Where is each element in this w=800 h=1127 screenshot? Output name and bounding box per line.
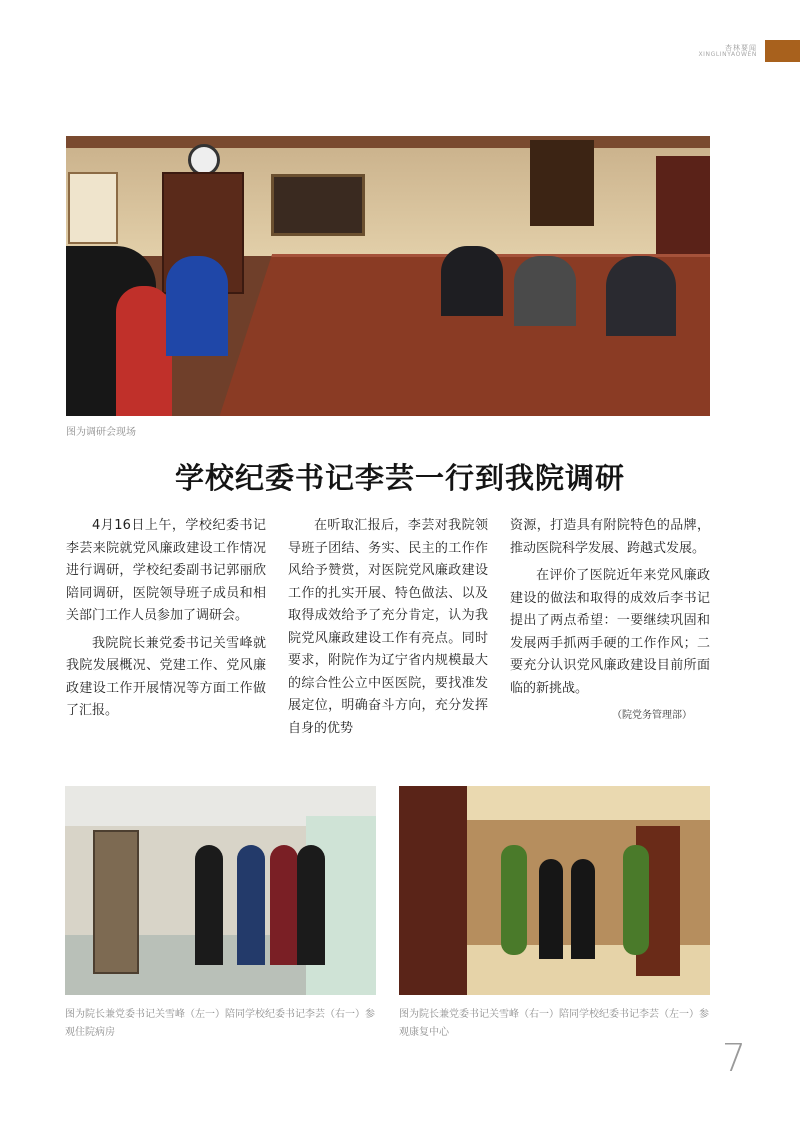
section-title-en: XINGLINYAOWEN: [698, 50, 757, 58]
rehab-visit-caption: 图为院长兼党委书记关雪峰（右一）陪同学校纪委书记李芸（左一）参观康复中心: [399, 1009, 709, 1038]
article-title: 学校纪委书记李芸一行到我院调研: [174, 461, 625, 495]
paragraph: 4月16日上午，学校纪委书记李芸来院就党风廉政建设工作情况进行调研，学校纪委副书记郭丽欣陪同调研，医院领导班子成员和相关部门工作人员参加了调研会。: [66, 518, 266, 623]
rehab-visit-photo: [399, 786, 710, 995]
running-header: [698, 38, 800, 64]
article-column-1: [66, 515, 266, 728]
paragraph: 我院院长兼党委书记关雪峰就我院发展概况、党建工作、党风廉政建设工作开展情况等方面工作做了汇报。: [66, 635, 266, 718]
article-column-3: [510, 515, 710, 728]
section-color-bar: [765, 40, 800, 62]
paragraph: 在评价了医院近年来党风廉政建设的做法和取得的成效后李书记提出了两点希望：一要继续巩固和发展两手抓两手硬的工作作风；二要充分认识党风廉政建设目前所面临的新挑战。: [510, 568, 710, 696]
article-byline: （院党务管理部）: [612, 710, 692, 721]
meeting-photo-caption: 图为调研会现场: [66, 427, 136, 438]
section-label: [698, 44, 757, 59]
page-number: 7: [721, 1036, 746, 1080]
ward-visit-caption: 图为院长兼党委书记关雪峰（左一）陪同学校纪委书记李芸（右一）参观住院病房: [65, 1009, 375, 1038]
section-title-cn: 杏林要闻: [725, 43, 757, 52]
paragraph: 在听取汇报后，李芸对我院领导班子团结、务实、民主的工作作风给予赞赏，对医院党风廉政建设工作的扎实开展、特色做法、以及取得成效给予了充分肯定，认为我院党风廉政建设工作有亮点。同时要求，附院作为辽宁省内规模最大的综合性公立中医医院，要找准发展定位，明确奋斗方向，充分发挥自身的优势: [288, 518, 488, 736]
ward-visit-photo: [65, 786, 376, 995]
meeting-photo: [66, 136, 710, 416]
paragraph: 资源，打造具有附院特色的品牌，推动医院科学发展、跨越式发展。: [510, 518, 710, 556]
article-column-2: [288, 515, 488, 745]
